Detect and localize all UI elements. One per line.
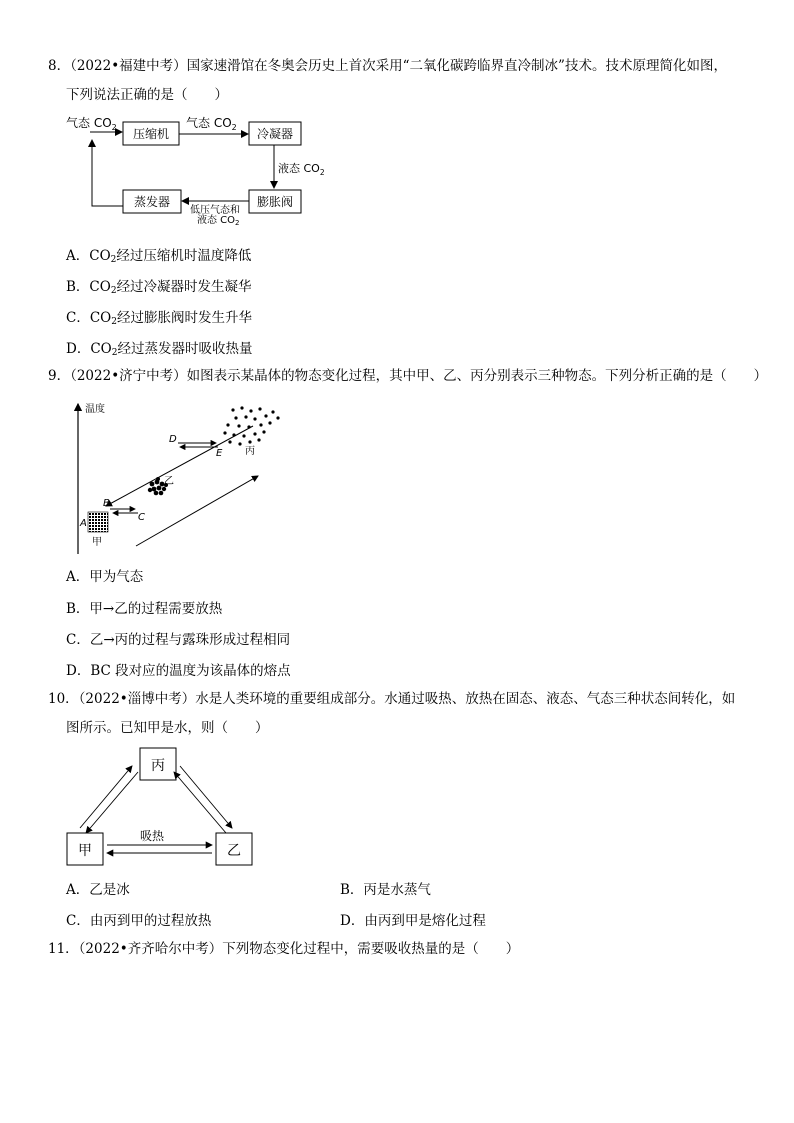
q10-option-b: B．丙是水蒸气 [340,882,431,898]
q9-solid-icon [88,512,108,532]
q9-gas-icon [223,406,279,445]
svg-text:膨胀阀: 膨胀阀 [256,195,294,209]
svg-text:压缩机: 压缩机 [132,127,170,141]
q9-option-b: B．甲→乙的过程需要放热 [66,601,223,617]
svg-text:丙: 丙 [151,758,165,774]
q10-option-c: C．由丙到甲的过程放热 [66,913,212,929]
svg-text:冷凝器: 冷凝器 [256,127,294,141]
q8-co2-cycle-diagram [60,110,340,227]
q9-option-c: C．乙→丙的过程与露珠形成过程相同 [66,632,291,648]
q9-state-jia: 甲 [92,537,102,548]
q8-label-liquid: 液态 $CO_2$ [278,162,325,177]
svg-text:蒸发器: 蒸发器 [133,195,171,209]
q8-option-c: C．$CO_2$经过膨胀阀时发生升华 [66,310,252,327]
q8-label-lowp-1: 低压气态和 [190,205,240,216]
q9-point-b: B [103,498,110,509]
q8-stem-line2: 下列说法正确的是（ ） [66,87,228,103]
q10-stem-line1: 10．（2022•淄博中考）水是人类环境的重要组成部分。水通过吸热、放热在固态、液态、气态三种状态间转化，如 [48,691,736,707]
q9-state-bing: 丙 [245,446,255,457]
q8-option-a: A．$CO_2$经过压缩机时温度降低 [66,248,252,265]
q11-stem: 11．（2022•齐齐哈尔中考）下列物态变化过程中，需要吸收热量的是（ ） [48,941,520,957]
q9-point-a: A [80,518,87,529]
q9-point-c: C [138,512,145,523]
q8-label-gas-mid: 气态 $CO_2$ [186,116,237,132]
q9-point-d: D [169,434,177,445]
q10-stem-line2: 图所示。已知甲是水，则（ ） [66,720,269,736]
q8-option-b: B．$CO_2$经过冷凝器时发生凝华 [66,279,252,296]
q10-triangle-diagram [60,744,270,870]
q10-arrow-label: 吸热 [139,829,165,843]
q8-label-lowp-2: 液态 $CO_2$ [197,215,240,227]
q8-stem-line1: 8．（2022•福建中考）国家速滑馆在冬奥会历史上首次采用“二氧化碳跨临界直冷制冰”技术。技术原理简化如图， [48,58,727,74]
q8-label-gas-in: 气态 $CO_2$ [66,116,117,132]
q9-option-d: D．BC 段对应的温度为该晶体的熔点 [66,663,291,679]
q9-state-yi: 乙 [164,476,174,487]
svg-text:乙: 乙 [227,843,241,859]
q9-axis-label: 温度 [85,404,105,415]
q8-option-d: D．$CO_2$经过蒸发器时吸收热量 [66,341,253,358]
q10-option-a: A．乙是冰 [66,882,130,898]
q9-option-a: A．甲为气态 [66,569,144,585]
q9-point-e: E [216,448,223,459]
q9-state-change-diagram [68,396,288,556]
q10-option-d: D．由丙到甲是熔化过程 [340,913,486,929]
q9-stem: 9．（2022•济宁中考）如图表示某晶体的物态变化过程，其中甲、乙、丙分别表示三种物态。下列分析正确的是（ ） [48,368,768,384]
svg-text:甲: 甲 [78,843,92,859]
